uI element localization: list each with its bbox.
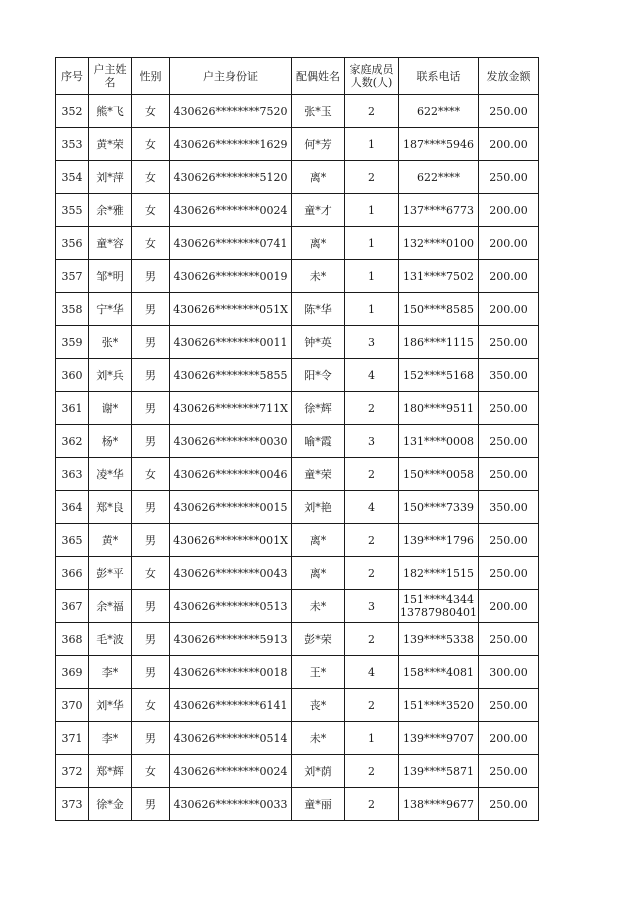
table-row xyxy=(56,788,539,821)
cell-gender: 男 xyxy=(132,656,170,689)
cell-spouse-name: 彭*荣 xyxy=(292,623,345,656)
cell-id-number: 430626********5855 xyxy=(170,359,292,392)
cell-gender: 男 xyxy=(132,590,170,623)
table-row xyxy=(56,359,539,392)
cell-gender: 女 xyxy=(132,128,170,161)
cell-spouse-name: 离* xyxy=(292,557,345,590)
table-row xyxy=(56,689,539,722)
cell-gender: 女 xyxy=(132,161,170,194)
cell-gender: 男 xyxy=(132,788,170,821)
cell-spouse-name: 未* xyxy=(292,260,345,293)
cell-household-head-name: 李* xyxy=(89,656,132,689)
cell-household-head-name: 邹*明 xyxy=(89,260,132,293)
phone-number: 150****7339 xyxy=(403,500,474,514)
cell-id-number: 430626********7520 xyxy=(170,95,292,128)
cell-household-head-name: 彭*平 xyxy=(89,557,132,590)
phone-number: 152****5168 xyxy=(403,368,474,382)
cell-spouse-name: 喻*霞 xyxy=(292,425,345,458)
phone-number: 13787980401 xyxy=(400,606,477,619)
cell-amount: 300.00 xyxy=(479,656,539,689)
table-row xyxy=(56,392,539,425)
cell-family-members: 4 xyxy=(345,359,399,392)
table-row xyxy=(56,557,539,590)
cell-id-number: 430626********0015 xyxy=(170,491,292,524)
cell-seq: 354 xyxy=(56,161,89,194)
cell-spouse-name: 离* xyxy=(292,161,345,194)
cell-household-head-name: 刘*华 xyxy=(89,689,132,722)
cell-seq: 363 xyxy=(56,458,89,491)
cell-phone xyxy=(399,590,479,623)
cell-spouse-name: 童*丽 xyxy=(292,788,345,821)
header-phone: 联系电话 xyxy=(399,58,479,95)
cell-gender: 男 xyxy=(132,524,170,557)
cell-id-number: 430626********1629 xyxy=(170,128,292,161)
cell-amount: 200.00 xyxy=(479,722,539,755)
cell-amount: 200.00 xyxy=(479,128,539,161)
cell-phone xyxy=(399,260,479,293)
cell-id-number: 430626********0019 xyxy=(170,260,292,293)
cell-household-head-name: 凌*华 xyxy=(89,458,132,491)
phone-number: 180****9511 xyxy=(403,401,474,415)
cell-household-head-name: 刘*萍 xyxy=(89,161,132,194)
cell-id-number: 430626********711X xyxy=(170,392,292,425)
cell-seq: 355 xyxy=(56,194,89,227)
cell-household-head-name: 余*雅 xyxy=(89,194,132,227)
table-row xyxy=(56,194,539,227)
cell-seq: 361 xyxy=(56,392,89,425)
cell-family-members: 2 xyxy=(345,623,399,656)
cell-household-head-name: 黄* xyxy=(89,524,132,557)
cell-phone xyxy=(399,722,479,755)
table-row xyxy=(56,623,539,656)
cell-seq: 359 xyxy=(56,326,89,359)
cell-family-members: 4 xyxy=(345,656,399,689)
cell-family-members: 2 xyxy=(345,392,399,425)
cell-phone xyxy=(399,161,479,194)
cell-phone xyxy=(399,359,479,392)
header-id-number: 户主身份证 xyxy=(170,58,292,95)
cell-gender: 男 xyxy=(132,425,170,458)
household-subsidy-table xyxy=(55,57,539,821)
cell-spouse-name: 刘*荫 xyxy=(292,755,345,788)
cell-household-head-name: 熊*飞 xyxy=(89,95,132,128)
cell-spouse-name: 童*荣 xyxy=(292,458,345,491)
phone-number: 139****5871 xyxy=(403,764,474,778)
cell-family-members: 2 xyxy=(345,524,399,557)
table-row xyxy=(56,590,539,623)
cell-family-members: 2 xyxy=(345,458,399,491)
cell-phone xyxy=(399,491,479,524)
cell-family-members: 2 xyxy=(345,161,399,194)
cell-family-members: 2 xyxy=(345,557,399,590)
cell-amount: 350.00 xyxy=(479,491,539,524)
cell-spouse-name: 丧* xyxy=(292,689,345,722)
cell-spouse-name: 未* xyxy=(292,590,345,623)
cell-phone xyxy=(399,557,479,590)
cell-amount: 200.00 xyxy=(479,293,539,326)
header-spouse-name: 配偶姓名 xyxy=(292,58,345,95)
cell-id-number: 430626********0024 xyxy=(170,194,292,227)
phone-number: 622**** xyxy=(417,170,460,184)
table-row xyxy=(56,755,539,788)
table-row xyxy=(56,128,539,161)
cell-spouse-name: 王* xyxy=(292,656,345,689)
cell-spouse-name: 离* xyxy=(292,524,345,557)
cell-gender: 女 xyxy=(132,458,170,491)
cell-amount: 250.00 xyxy=(479,689,539,722)
cell-id-number: 430626********5120 xyxy=(170,161,292,194)
cell-household-head-name: 李* xyxy=(89,722,132,755)
cell-household-head-name: 谢* xyxy=(89,392,132,425)
header-household-head-name: 户主姓名 xyxy=(89,58,132,95)
cell-household-head-name: 宁*华 xyxy=(89,293,132,326)
cell-id-number: 430626********6141 xyxy=(170,689,292,722)
cell-family-members: 1 xyxy=(345,722,399,755)
cell-family-members: 1 xyxy=(345,293,399,326)
cell-gender: 男 xyxy=(132,722,170,755)
cell-spouse-name: 钟*英 xyxy=(292,326,345,359)
cell-seq: 366 xyxy=(56,557,89,590)
cell-amount: 200.00 xyxy=(479,227,539,260)
cell-amount: 250.00 xyxy=(479,161,539,194)
cell-seq: 373 xyxy=(56,788,89,821)
cell-phone xyxy=(399,326,479,359)
cell-household-head-name: 刘*兵 xyxy=(89,359,132,392)
cell-phone xyxy=(399,95,479,128)
cell-gender: 女 xyxy=(132,95,170,128)
cell-gender: 女 xyxy=(132,755,170,788)
phone-number: 139****9707 xyxy=(403,731,474,745)
phone-number: 182****1515 xyxy=(403,566,474,580)
cell-id-number: 430626********0018 xyxy=(170,656,292,689)
cell-family-members: 2 xyxy=(345,95,399,128)
cell-phone xyxy=(399,689,479,722)
cell-seq: 356 xyxy=(56,227,89,260)
cell-amount: 250.00 xyxy=(479,458,539,491)
cell-family-members: 3 xyxy=(345,425,399,458)
cell-family-members: 1 xyxy=(345,194,399,227)
cell-household-head-name: 郑*辉 xyxy=(89,755,132,788)
cell-amount: 250.00 xyxy=(479,623,539,656)
cell-spouse-name: 刘*艳 xyxy=(292,491,345,524)
cell-phone xyxy=(399,194,479,227)
cell-spouse-name: 何*芳 xyxy=(292,128,345,161)
cell-amount: 250.00 xyxy=(479,95,539,128)
cell-gender: 女 xyxy=(132,194,170,227)
cell-household-head-name: 杨* xyxy=(89,425,132,458)
cell-spouse-name: 张*玉 xyxy=(292,95,345,128)
cell-family-members: 2 xyxy=(345,788,399,821)
cell-family-members: 2 xyxy=(345,689,399,722)
cell-family-members: 1 xyxy=(345,227,399,260)
phone-number: 150****0058 xyxy=(403,467,474,481)
cell-phone xyxy=(399,524,479,557)
cell-phone xyxy=(399,788,479,821)
table-row xyxy=(56,326,539,359)
table-row xyxy=(56,227,539,260)
cell-gender: 女 xyxy=(132,557,170,590)
cell-phone xyxy=(399,755,479,788)
cell-family-members: 3 xyxy=(345,326,399,359)
cell-family-members: 3 xyxy=(345,590,399,623)
cell-id-number: 430626********0046 xyxy=(170,458,292,491)
cell-id-number: 430626********5913 xyxy=(170,623,292,656)
cell-amount: 200.00 xyxy=(479,590,539,623)
header-row xyxy=(56,58,539,95)
cell-phone xyxy=(399,293,479,326)
cell-seq: 360 xyxy=(56,359,89,392)
cell-id-number: 430626********0033 xyxy=(170,788,292,821)
table-row xyxy=(56,260,539,293)
cell-seq: 362 xyxy=(56,425,89,458)
phone-number: 132****0100 xyxy=(403,236,474,250)
cell-household-head-name: 黄*荣 xyxy=(89,128,132,161)
cell-seq: 369 xyxy=(56,656,89,689)
cell-family-members: 1 xyxy=(345,260,399,293)
cell-id-number: 430626********001X xyxy=(170,524,292,557)
cell-amount: 200.00 xyxy=(479,260,539,293)
phone-number: 137****6773 xyxy=(403,203,474,217)
cell-household-head-name: 张* xyxy=(89,326,132,359)
phone-number: 187****5946 xyxy=(403,137,474,151)
cell-seq: 352 xyxy=(56,95,89,128)
cell-phone xyxy=(399,656,479,689)
cell-seq: 367 xyxy=(56,590,89,623)
phone-number: 139****5338 xyxy=(403,632,474,646)
cell-id-number: 430626********0513 xyxy=(170,590,292,623)
cell-id-number: 430626********0030 xyxy=(170,425,292,458)
phone-number: 151****4344 xyxy=(403,593,474,606)
table-row xyxy=(56,95,539,128)
cell-phone xyxy=(399,392,479,425)
phone-number: 186****1115 xyxy=(403,335,474,349)
cell-id-number: 430626********0514 xyxy=(170,722,292,755)
cell-amount: 250.00 xyxy=(479,524,539,557)
cell-spouse-name: 徐*辉 xyxy=(292,392,345,425)
cell-phone xyxy=(399,227,479,260)
cell-amount: 250.00 xyxy=(479,557,539,590)
phone-number: 131****7502 xyxy=(403,269,474,283)
cell-spouse-name: 阳*令 xyxy=(292,359,345,392)
cell-seq: 368 xyxy=(56,623,89,656)
header-amount: 发放金额 xyxy=(479,58,539,95)
cell-amount: 250.00 xyxy=(479,425,539,458)
cell-gender: 男 xyxy=(132,260,170,293)
cell-phone xyxy=(399,623,479,656)
cell-gender: 女 xyxy=(132,227,170,260)
cell-phone xyxy=(399,425,479,458)
table-row xyxy=(56,458,539,491)
cell-seq: 370 xyxy=(56,689,89,722)
phone-number: 151****3520 xyxy=(403,698,474,712)
cell-amount: 200.00 xyxy=(479,194,539,227)
phone-number: 622**** xyxy=(417,104,460,118)
header-family-members: 家庭成员人数(人) xyxy=(345,58,399,95)
table-row xyxy=(56,656,539,689)
cell-spouse-name: 童*才 xyxy=(292,194,345,227)
cell-household-head-name: 徐*金 xyxy=(89,788,132,821)
table-row xyxy=(56,161,539,194)
cell-id-number: 430626********0011 xyxy=(170,326,292,359)
cell-spouse-name: 未* xyxy=(292,722,345,755)
cell-spouse-name: 陈*华 xyxy=(292,293,345,326)
cell-id-number: 430626********0741 xyxy=(170,227,292,260)
header-seq: 序号 xyxy=(56,58,89,95)
cell-amount: 250.00 xyxy=(479,755,539,788)
cell-family-members: 4 xyxy=(345,491,399,524)
cell-id-number: 430626********0024 xyxy=(170,755,292,788)
cell-gender: 女 xyxy=(132,689,170,722)
cell-seq: 357 xyxy=(56,260,89,293)
cell-household-head-name: 郑*良 xyxy=(89,491,132,524)
cell-seq: 353 xyxy=(56,128,89,161)
table-body xyxy=(56,95,539,821)
cell-amount: 250.00 xyxy=(479,788,539,821)
table-row xyxy=(56,425,539,458)
cell-family-members: 1 xyxy=(345,128,399,161)
cell-seq: 365 xyxy=(56,524,89,557)
cell-gender: 男 xyxy=(132,293,170,326)
cell-gender: 男 xyxy=(132,326,170,359)
phone-number: 138****9677 xyxy=(403,797,474,811)
table-row xyxy=(56,491,539,524)
cell-household-head-name: 童*容 xyxy=(89,227,132,260)
cell-household-head-name: 毛*波 xyxy=(89,623,132,656)
cell-amount: 250.00 xyxy=(479,392,539,425)
header-gender: 性别 xyxy=(132,58,170,95)
cell-gender: 男 xyxy=(132,392,170,425)
cell-seq: 364 xyxy=(56,491,89,524)
cell-family-members: 2 xyxy=(345,755,399,788)
cell-seq: 371 xyxy=(56,722,89,755)
phone-number: 139****1796 xyxy=(403,533,474,547)
cell-household-head-name: 余*福 xyxy=(89,590,132,623)
cell-phone xyxy=(399,458,479,491)
cell-gender: 男 xyxy=(132,359,170,392)
table-row xyxy=(56,293,539,326)
cell-id-number: 430626********051X xyxy=(170,293,292,326)
table-row xyxy=(56,524,539,557)
cell-spouse-name: 离* xyxy=(292,227,345,260)
phone-number: 131****0008 xyxy=(403,434,474,448)
phone-number: 150****8585 xyxy=(403,302,474,316)
table-row xyxy=(56,722,539,755)
cell-phone xyxy=(399,128,479,161)
cell-seq: 358 xyxy=(56,293,89,326)
cell-amount: 350.00 xyxy=(479,359,539,392)
cell-seq: 372 xyxy=(56,755,89,788)
cell-gender: 男 xyxy=(132,623,170,656)
phone-number: 158****4081 xyxy=(403,665,474,679)
cell-gender: 男 xyxy=(132,491,170,524)
cell-id-number: 430626********0043 xyxy=(170,557,292,590)
cell-amount: 250.00 xyxy=(479,326,539,359)
